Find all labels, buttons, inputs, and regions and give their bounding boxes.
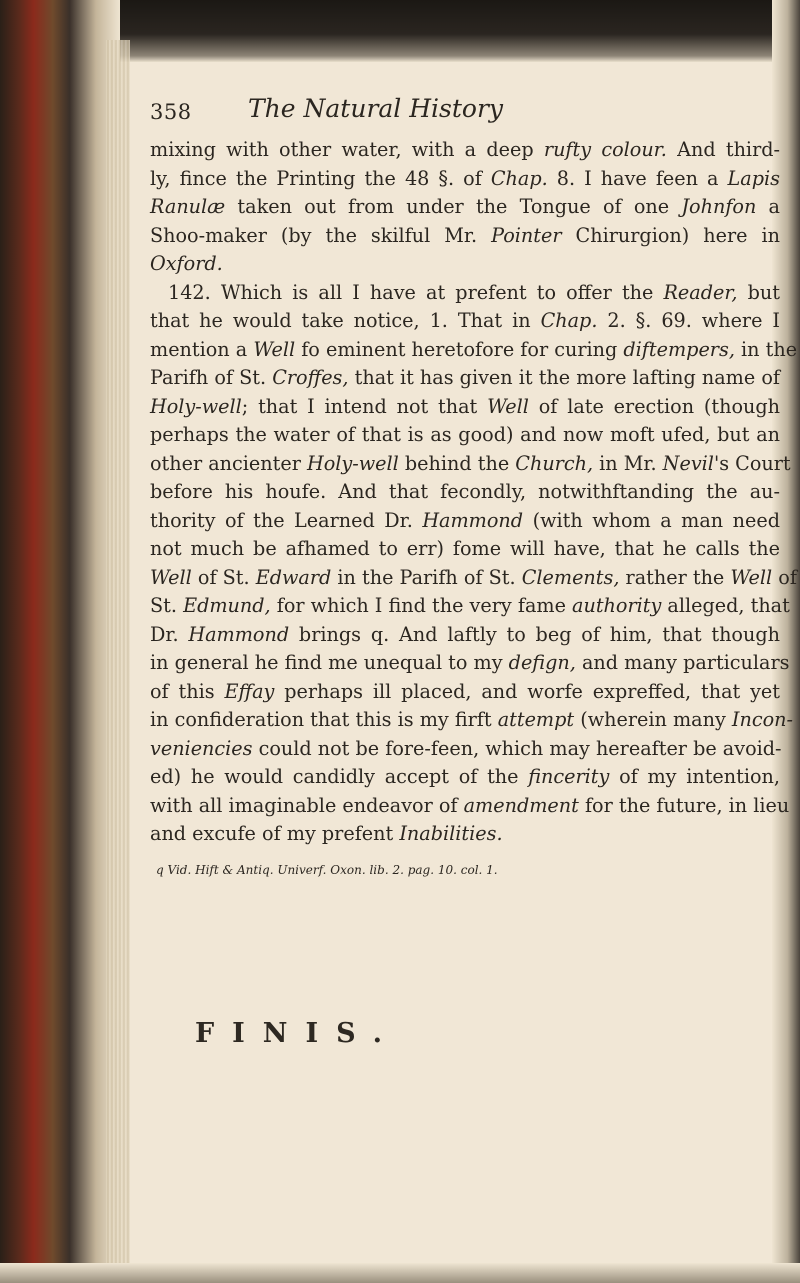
italic-span: Reader, <box>663 280 738 304</box>
page-header <box>150 94 790 136</box>
italic-span: attempt <box>497 708 575 731</box>
finis: FINIS. <box>195 1018 401 1049</box>
italic-span: Edward <box>255 565 332 589</box>
italic-span: Nevil <box>662 451 714 475</box>
italic-span: Ranulæ <box>150 195 226 218</box>
footnote: q Vid. Hift & Antiq. Univerf. Oxon. lib. 2. pag. 10. col. 1. <box>156 862 498 877</box>
italic-span: Church, <box>515 451 594 475</box>
italic-span: Oxford. <box>150 252 223 275</box>
text-line: St. Edmund, for which I find the very fame authority alleged, that <box>150 594 790 617</box>
page-bottom-edge <box>0 1263 800 1283</box>
italic-span: Well <box>730 565 773 589</box>
italic-span: Inabilities. <box>399 822 503 845</box>
text-line: in confideration that this is my firft attempt (wherein many Incon- <box>150 708 793 731</box>
italic-span: Croffes, <box>272 366 349 389</box>
page-edges <box>106 40 130 1270</box>
text-line: thority of the Learned Dr. Hammond (with whom a man need <box>150 508 780 532</box>
text-line: Well of St. Edward in the Parifh of St. Clements, rather the Well of <box>150 565 797 589</box>
text-line: Dr. Hammond brings q. And laftly to beg of him, that though <box>150 622 780 646</box>
italic-span: Clements, <box>521 565 620 589</box>
text-line: veniencies could not be fore-feen, which may hereafter be avoid- <box>150 736 782 760</box>
text-line: mixing with other water, with a deep rufty colour. And third- <box>150 138 781 161</box>
book-binding <box>0 0 120 1283</box>
text-line: perhaps the water of that is as good) and now moft ufed, but an <box>150 423 780 446</box>
italic-span: authority <box>572 594 662 617</box>
text-line: and excufe of my prefent Inabilities. <box>150 822 503 845</box>
italic-span: Johnfon <box>681 195 757 218</box>
text-line: in general he find me unequal to my defign, and many particulars <box>150 651 790 674</box>
italic-span: Holy-well <box>306 451 399 475</box>
body-text <box>150 136 798 849</box>
italic-span: Chap. <box>490 166 548 190</box>
italic-span: Edmund, <box>183 594 271 617</box>
italic-span: Well <box>487 394 529 418</box>
italic-span: Chap. <box>540 309 598 332</box>
text-line: ly, fince the Printing the 48 §. of Chap. 8. I have feen a Lapis <box>150 166 780 190</box>
text-line: ed) he would candidly accept of the fincerity of my intention, <box>150 765 780 788</box>
italic-span: Incon- <box>731 708 793 731</box>
page-number: 358 <box>150 100 192 124</box>
italic-span: Holy-well <box>150 394 242 418</box>
text-line: not much be afhamed to err) fome will have, that he calls the <box>150 537 780 560</box>
italic-span: Effay <box>224 679 275 703</box>
italic-span: diftempers, <box>623 337 735 361</box>
text-line: Shoo-maker (by the skilful Mr. Pointer Chirurgion) here in <box>150 223 780 247</box>
text-line: before his houfe. And that fecondly, notwithftanding the au- <box>150 480 780 503</box>
italic-span: Well <box>150 565 192 589</box>
italic-span: veniencies <box>150 736 253 760</box>
text-line: Ranulæ taken out from under the Tongue of one Johnfon a <box>150 195 780 218</box>
italic-span: Pointer <box>491 223 562 247</box>
italic-span: defign, <box>508 651 576 674</box>
text-line: with all imaginable endeavor of amendment for the future, in lieu <box>150 793 790 817</box>
text-line: of this Effay perhaps ill placed, and worfe expreffed, that yet <box>150 679 781 703</box>
italic-span: Hammond <box>188 622 290 646</box>
text-line: other ancienter Holy-well behind the Church, in Mr. Nevil's Court <box>150 451 791 475</box>
text-line: Holy-well; that I intend not that Well of late erection (though <box>150 394 780 418</box>
text-line: 142. Which is all I have at prefent to offer the Reader, but <box>168 280 780 304</box>
running-head: The Natural History <box>248 94 504 123</box>
italic-span: rufty colour. <box>543 138 667 161</box>
text-line <box>150 250 790 279</box>
italic-span: Hammond <box>422 508 524 532</box>
italic-span: fincerity <box>528 765 610 788</box>
text-line: that he would take notice, 1. That in Chap. 2. §. 69. where I <box>150 309 780 332</box>
italic-span: Well <box>253 337 296 361</box>
italic-span: Lapis <box>727 166 780 190</box>
text-line: mention a Well fo eminent heretofore for curing diftempers, in the <box>150 337 798 361</box>
italic-span: amendment <box>463 793 579 817</box>
page-text <box>150 94 798 877</box>
text-line: Parifh of St. Croffes, that it has given it the more lafting name of <box>150 366 780 389</box>
